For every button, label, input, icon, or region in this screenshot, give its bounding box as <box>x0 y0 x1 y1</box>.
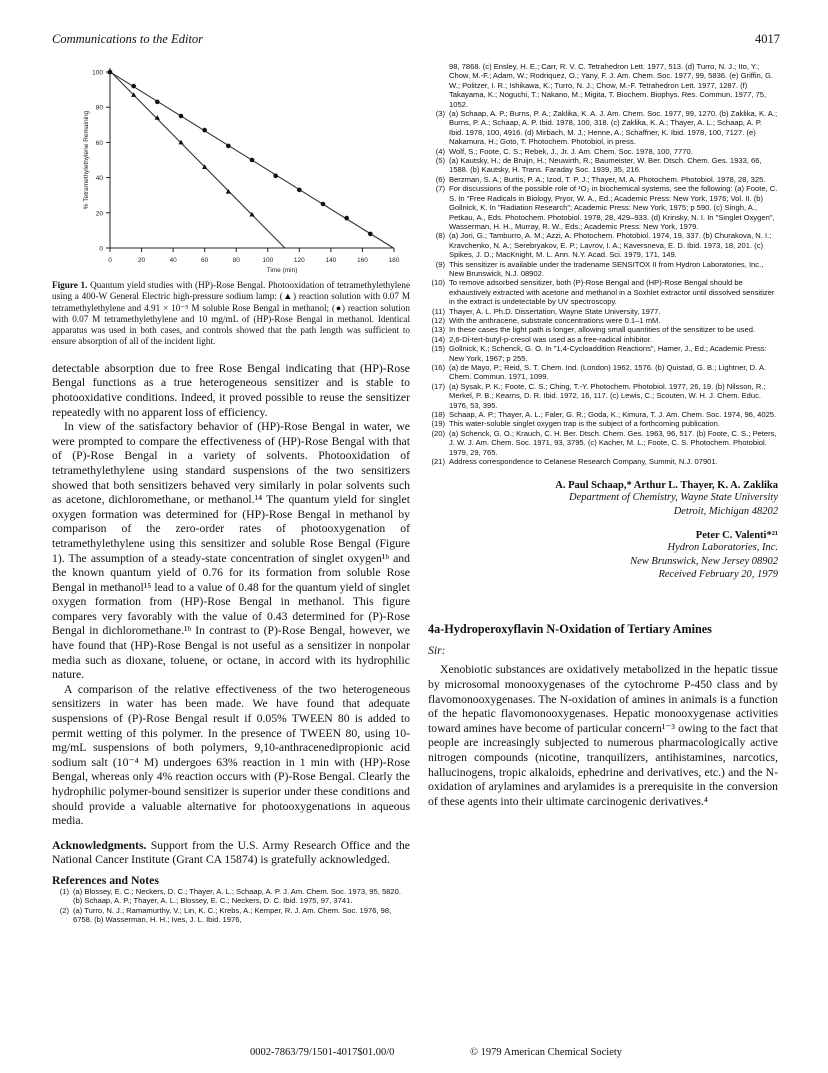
reference-text: (a) Kautsky, H.; de Bruijn, H.; Neuwirth, R.; Baumeister, W. Ber. Dtsch. Chem. Ges. 1933, 66, 1588. (b) Kautsky, H. Trans. Faraday Soc. 1939, 35, 216. <box>449 156 762 175</box>
reference-item <box>428 175 778 184</box>
reference-text: For discussions of the possible role of ¹O₂ in biochemical systems, see the following: (a) Foote, C. S. In "Free Radicals in Biology, Pryor, W. A., Ed.; Academic Press: New York, 1976; Vol. II. (b) Gollnick, K. In "Radiation Research"; Academic Press: New York, 1975; p 590. (c) Singh, A., Petkau, A., Eds. Photochem. Photobiol. 1978, 28, 429–933. (d) Krinsky, N. I. In "Singlet Oxygen", Wasserman, H. H., Murray, R. W., Eds.; Academic Press: New York, 1979. <box>449 184 778 231</box>
article-title: 4a-Hydroperoxyflavin N-Oxidation of Tertiary Amines <box>428 621 712 636</box>
data-point-circle <box>368 232 373 237</box>
data-point-circle <box>250 158 255 163</box>
reference-number: (4) <box>435 146 445 156</box>
reference-item <box>428 457 778 466</box>
y-tick-label: 80 <box>95 104 103 112</box>
body-text-left <box>52 362 410 829</box>
reference-item <box>428 335 778 344</box>
reference-text: Thayer, A. L. Ph.D. Dissertation, Wayne State University, 1977. <box>449 306 661 316</box>
caption-text: Quantum yield studies with (HP)-Rose Bengal. Photooxidation of tetramethylethylene using a 400-W General Electric high-pressure sodium lamp: (▲) reaction solution with 0.07 M tetramethylethylene and 4.91 × 10⁻⁵ M soluble Rose Bengal in methanol; (●) reaction solution with 0.07 M tetramethylethylene and 10 mg/mL of (HP)-Rose Bengal in methanol. Identical apparatus was used in both cases, and controls showed that the path length was sufficient to ensure absorption of all of the incident light. <box>52 280 411 347</box>
x-tick-label: 60 <box>201 257 209 264</box>
reference-number: (9) <box>435 259 445 269</box>
received-date: Received February 20, 1979 <box>658 569 778 581</box>
running-header-title: Communications to the Editor <box>52 32 204 46</box>
reference-number: (10) <box>431 278 445 288</box>
reference-text: (a) de Mayo, P.; Reid, S. T. Chem. Ind. (London) 1962, 1576. (b) Quistad, G. B.; Lightner, D. A. Chem. Commun. 1971, 1099. <box>449 363 767 382</box>
reference-number: (12) <box>431 315 445 325</box>
x-tick-label: 80 <box>232 257 240 264</box>
reference-text: (a) Turro, N. J.; Ramamurthy, V.; Lin, K. C.; Krebs, A.; Kemper, R. J. Am. Chem. Soc. 1976, 98, 6758. (b) Wasserman, H. H.; Ives, J. L. Ibid. 1976, <box>73 905 392 925</box>
affiliation-line: New Brunswick, New Jersey 08902 <box>630 555 778 567</box>
affiliation-hydron <box>428 541 778 582</box>
reference-number: (8) <box>435 231 445 241</box>
reference-text: To remove adsorbed sensitizer, both (P)-Rose Bengal and (HP)-Rose Bengal should be exhaustively extracted with acetone and methanol in a Soxhlet extractor until dissolved sensitizer in the extract is undetectable by UV spectroscopy. <box>449 278 775 307</box>
reference-text: This sensitizer is available under the tradename SENSITOX II from Hydron Laboratories, Inc., New Brunswick, N.J. 08902. <box>449 259 764 278</box>
paragraph: A comparison of the relative effectiveness of the two heterogeneous sensitizers in water has been made. We have found that adequate suspensions of (P)-Rose Bengal result if 0.05% TWEEN 80 is added to permit wetting of this polymer. In the presence of TWEEN 80, using 10-mg/mL suspensions of both polymers, 9,10-anthracenedipropionic acid sodium salt (10⁻⁴ M) undergoes 63% reaction in 1 min with (HP)-Rose Bengal, whereas only 4% reaction occurs with (P)-Rose Bengal. Clearly the hydrophilic polymer-bound sensitizer is superior under these conditions and should provide a valuable alternative for photooxygenations in aqueous media. <box>52 682 410 828</box>
salutation: Sir: <box>428 644 446 658</box>
reference-number: (1) <box>59 886 69 896</box>
footer-copyright: © 1979 American Chemical Society <box>470 1047 623 1058</box>
reference-item <box>428 62 778 109</box>
paragraph: In view of the satisfactory behavior of (HP)-Rose Bengal in water, we were prompted to compare the effectiveness of (HP)-Rose Bengal with that of (P)-Rose Bengal in a variety of solvents. Photooxidation of tetramethylethylene using standard suspensions of the two sensitizers showed that both sensitizers behaved very similarly in polar solvents such as acetone, dichloromethane, or methanol.¹⁴ The quantum yield for singlet oxygen formation was determined for (HP)-Rose Bengal in methanol by comparison of the zero-order rates of photooxygenation of tetramethylethylene using this sensitizer and soluble Rose Bengal (Figure 1). The assumption of a steady-state concentration of singlet oxygen¹ᵇ and the known quantum yield of 0.76 for its formation from soluble Rose Bengal in methanol¹⁵ lead to a value of 0.48 for the quantum yield of singlet oxygen formation from (HP)-Rose Bengal in methanol. This figure compares very favorably with the value of 0.43 determined for (P)-Rose Bengal in dichloromethane.¹ᵇ In contrast to (P)-Rose Bengal, however, we have found that (HP)-Rose Bengal is not useful as a sensitizer in nonpolar media such as dioxane, toluene, or octane, in accord with its hydrophilic nature. <box>52 420 410 682</box>
page-number: 4017 <box>755 32 780 46</box>
reference-number: (21) <box>431 457 445 467</box>
reference-item <box>428 344 778 363</box>
y-tick-label: 20 <box>95 210 103 218</box>
x-tick-label: 20 <box>137 257 146 264</box>
author-hydron: Peter C. Valenti*²¹ <box>695 530 778 542</box>
reference-text: This water-soluble singlet oxygen trap is the subject of a forthcoming publication. <box>449 419 720 429</box>
reference-text: (a) Jori, G.; Tamburro, A. M.; Azzi, A. Photochem. Photobiol. 1974, 19, 337. (b) Churakova, N. I.; Kravchenko, N. A.; Serebryakov, E. P.; Lavrov, I. A.; Kaversneva, E. D. Ibid. 1973, 18, 201. (c) Spikes, J. D.; MacKnight, M. L. Ann. N.Y. Acad. Sci. 1979, 171, 149. <box>449 231 772 260</box>
references-list-right <box>428 62 778 466</box>
reference-item <box>52 887 410 906</box>
reference-number: (2) <box>59 905 69 915</box>
reference-item <box>428 147 778 156</box>
reference-item <box>428 231 778 259</box>
paragraph: Xenobiotic substances are oxidatively metabolized in the hepatic tissue by microsomal monooxygenases of the cytochrome P-450 class and by flavomonooxygenases. The N-oxidation of amines in animals is a function of the hepatic flavomonooxygenases. Hepatic monooxygenase activities toward amines have become of particular concern¹⁻³ owing to the fact that people are increasingly subjected to numerous pharmacologically active nitrogen compounds (nicotine, tranquilizers, antihistamines, narcotics, hallucinogens, tropic alkaloids, ephedrine and derivatives, etc.) and the N-oxidation of arylamines and arylamides is a prerequisite in the conversion of these agents into their ultimate carcinogenic derivatives.⁴ <box>428 663 778 808</box>
reference-number: (15) <box>431 344 445 354</box>
x-tick-label: 160 <box>357 257 368 264</box>
caption-label: Figure 1. <box>52 280 88 290</box>
footer-code: 0002-7863/79/1501-4017$01.00/0 <box>250 1047 395 1058</box>
reference-text: (a) Sysak, P. K.; Foote, C. S.; Ching, T.-Y. Photochem. Photobiol. 1977, 26, 19. (b) Nilsson, R.; Merkel, P. B.; Kearns, D. R. Ibid. 1972, 16, 117. (c) Lewis, C.; Scouten, W. H. J. Chem. Educ. 1976, 53, 395. <box>449 381 766 410</box>
reference-number: (18) <box>431 410 445 420</box>
paragraph: detectable absorption due to free Rose Bengal indicating that (HP)-Rose Bengal functions as a true heterogeneous sensitizer and is stable to photooxidative conditions. Indeed, it proved possible to reuse the sensitizer repeatedly with no apparent loss of efficiency. <box>52 361 410 419</box>
reference-text: (a) Schaap, A. P.; Burns, P. A.; Zaklika, K. A. J. Am. Chem. Soc. 1977, 99, 1270. (b) Zaklika, K. A.; Burns, P. A.; Schaap, A. P. Ibid. 1978, 100, 318. (c) Zaklika, K. A.; Thayer, A. L.; Schaap, A. P. Ibid. 1978, 100, 4916. (d) Mirbach, M. J.; Henne, A.; Schaffner, K. Ibid. 1978, 100, 7127. (e) Nakamura, H.; Goto, T. Photochem. Photobiol, in press. <box>449 109 778 147</box>
reference-number: (13) <box>431 325 445 335</box>
figure-1 <box>52 62 410 274</box>
authors-wayne-state: A. Paul Schaap,* Arthur L. Thayer, K. A. Zaklika <box>555 480 778 492</box>
reference-number: (20) <box>431 428 445 438</box>
reference-number: (5) <box>435 156 445 166</box>
body-text-right <box>428 663 778 809</box>
affiliation-line: Department of Chemistry, Wayne State University <box>569 492 778 504</box>
reference-number: (16) <box>431 363 445 372</box>
x-tick-label: 40 <box>169 257 177 264</box>
reference-item <box>428 184 778 231</box>
y-tick-label: 0 <box>99 245 103 253</box>
reference-text: 2,6-Di-tert-butyl-p-cresol was used as a free-radical inhibitor. <box>449 334 653 344</box>
reference-item <box>428 109 778 147</box>
reference-item <box>428 316 778 325</box>
references-heading: References and Notes <box>52 873 159 887</box>
reference-item <box>428 260 778 279</box>
data-point-circle <box>273 174 278 179</box>
reference-text: Address correspondence to Celanese Research Company, Summit, N.J. 07901. <box>449 457 718 467</box>
data-point-circle <box>202 128 207 133</box>
y-tick-label: 100 <box>92 69 103 77</box>
reference-number: (14) <box>431 334 445 344</box>
series-2-line <box>110 71 285 248</box>
reference-number <box>428 62 449 109</box>
data-point-circle <box>155 100 160 105</box>
reference-text: 98, 7868. (c) Ensley, H. E.; Carr, R. V. C. Tetrahedron Lett. 1977, 513. (d) Turro, N. J.; Ito, Y.; Chow, M.-F.; Adam, W.; Rodriquez, O.; Yany, F. J. Am. Chem. Soc. 1977, 99, 5836. (e) Griffin, G. W.; Politzer, I. R.; Ishikawa, K.; Turro, N. J.; Chow, M.-F. Tetrahedron Lett. 1977, 1287. (f) Takayama, K.; Noguchi, T.; Nakano, M.; Migita, T. Biochem. Biophys. Res. Commun. 1977, 75, 1052. <box>449 62 773 109</box>
data-point-circle <box>321 202 326 207</box>
x-tick-label: 100 <box>262 257 274 264</box>
x-tick-label: 140 <box>325 257 337 264</box>
x-tick-label: 180 <box>388 257 400 264</box>
y-tick-label: 40 <box>95 175 103 183</box>
reference-number: (17) <box>431 381 445 391</box>
reference-number: (6) <box>435 174 445 184</box>
references-list-left <box>52 887 410 925</box>
reference-item <box>428 307 778 316</box>
reference-item <box>428 363 778 382</box>
reference-text: Gollnick, K.; Schenck, G. O. In "1,4-Cycloaddition Reactions", Hamer, J., Ed.; Academic Press: New York, 1967; p 255. <box>449 344 767 363</box>
reference-item <box>428 429 778 457</box>
acknowledgments <box>52 839 410 868</box>
y-tick-label: 60 <box>95 139 103 147</box>
reference-number: (7) <box>435 184 445 194</box>
x-axis-label: Time (min) <box>266 267 298 274</box>
reference-item <box>428 382 778 410</box>
reference-text: Schaap, A. P.; Thayer, A. L.; Faler, G. R.; Goda, K.; Kimura, T. J. Am. Chem. Soc. 1974, 96, 4025. <box>449 410 777 420</box>
left-column <box>52 62 410 925</box>
reference-text: In these cases the light path is longer, allowing small quantities of the sensitizer to be used. <box>449 325 756 335</box>
reference-text: Berzman, S. A.; Burtis, P. A.; Izod, T. P. J.; Thayer, M. A. Photochem. Photobiol. 1978, 28, 325. <box>449 174 766 184</box>
reference-item <box>428 419 778 428</box>
data-point-circle <box>179 114 184 119</box>
data-point-circle <box>131 84 136 89</box>
reference-item <box>428 278 778 306</box>
data-point-circle <box>226 144 231 149</box>
data-point-circle <box>344 216 349 221</box>
affiliation-line: Detroit, Michigan 48202 <box>673 505 778 517</box>
reference-text: (a) Schenck, G. O.; Krauch, C. H. Ber. Dtsch. Chem. Ges. 1963, 96, 517. (b) Foote, C. S.; Peters, J. W. J. Am. Chem. Soc. 1971, 93, 3795. (c) Kacher, M. L.; Foote, C. S. Photochem. Photobiol. 1979, 29, 765. <box>449 428 777 457</box>
reference-number: (19) <box>431 419 445 429</box>
quantum-yield-chart <box>52 62 410 274</box>
affiliation-wayne-state <box>428 491 778 518</box>
reference-text: With the anthracene, substrate concentrations were 0.1–1 mM. <box>449 315 661 325</box>
reference-number: (11) <box>432 306 445 316</box>
reference-text: (a) Blossey, E. C.; Neckers, D. C.; Thayer, A. L.; Schaap, A. P. J. Am. Chem. Soc. 1973, 95, 5820. (b) Schaap, A. P.; Thayer, A. L.; Blossey, E. C.; Neckers, D. C. Ibid. 1975, 97, 3741. <box>73 886 401 906</box>
reference-item <box>428 156 778 175</box>
data-point-circle <box>297 188 302 193</box>
figure-caption <box>52 280 410 348</box>
reference-number: (3) <box>435 109 445 119</box>
reference-item <box>428 410 778 419</box>
y-axis-label: % Tetramethylethylene Remaining <box>83 110 90 210</box>
right-column <box>428 62 778 809</box>
reference-item <box>52 906 410 925</box>
x-tick-label: 120 <box>293 257 305 264</box>
acknowledgments-text: Support from the U.S. Army Research Office and the National Cancer Institute (Grant CA 15874) is gratefully acknowledged. <box>52 838 410 867</box>
acknowledgments-label: Acknowledgments. <box>52 838 147 852</box>
reference-item <box>428 325 778 334</box>
reference-text: Wolf, S.; Foote, C. S.; Rebek, J., Jr. J. Am. Chem. Soc. 1978, 100, 7770. <box>449 146 693 156</box>
x-tick-label: 0 <box>108 257 112 264</box>
affiliation-line: Hydron Laboratories, Inc. <box>667 542 778 554</box>
